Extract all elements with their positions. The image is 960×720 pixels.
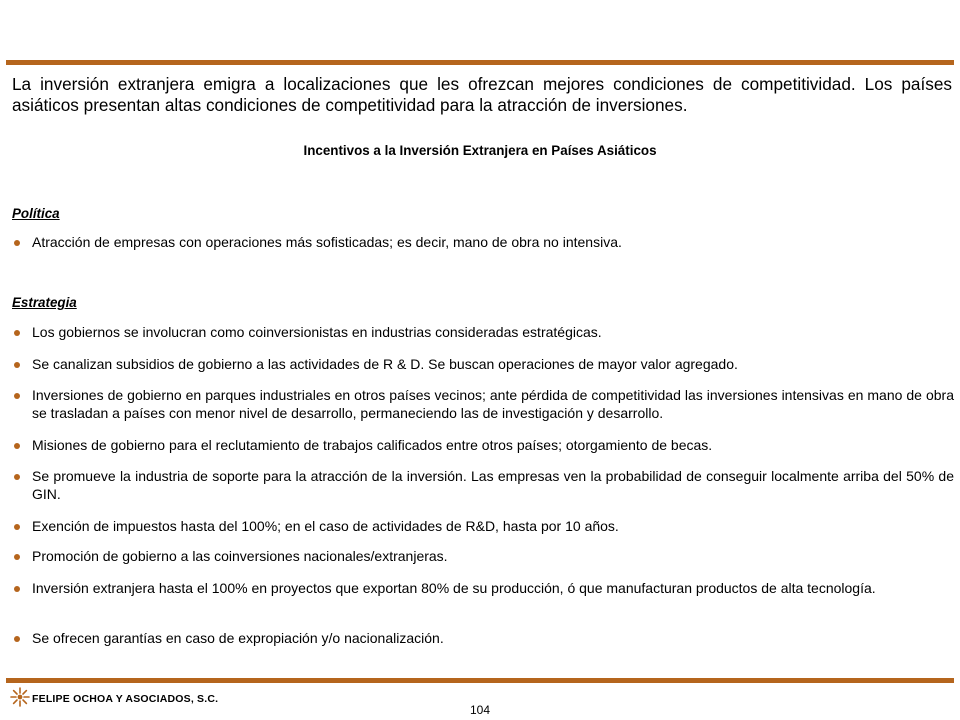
bullet-icon bbox=[14, 636, 20, 642]
list-item: Los gobiernos se involucran como coinversionistas en industrias consideradas estratégicas. bbox=[14, 323, 954, 341]
section-title: Incentivos a la Inversión Extranjera en Países Asiáticos bbox=[303, 143, 657, 158]
page-number: 104 bbox=[469, 703, 491, 717]
list-item: Atracción de empresas con operaciones más sofisticadas; es decir, mano de obra no intensiva. bbox=[14, 233, 954, 251]
bullet-icon bbox=[14, 443, 20, 449]
list-item: Misiones de gobierno para el reclutamiento de trabajos calificados entre otros países; otorgamiento de becas. bbox=[14, 436, 954, 454]
politica-heading: Política bbox=[12, 206, 60, 221]
company-name: FELIPE OCHOA Y ASOCIADOS, S.C. bbox=[32, 693, 219, 705]
list-item: Se promueve la industria de soporte para la atracción de la inversión. Las empresas ven la probabilidad de conseguir localmente arriba del 50% de GIN. bbox=[14, 467, 954, 503]
bullet-icon bbox=[14, 586, 20, 592]
bullet-icon bbox=[14, 362, 20, 368]
bullet-icon bbox=[14, 474, 20, 480]
list-item: Se canalizan subsidios de gobierno a las actividades de R & D. Se buscan operaciones de mayor valor agregado. bbox=[14, 355, 954, 373]
bullet-icon bbox=[14, 524, 20, 530]
estrategia-heading: Estrategia bbox=[12, 295, 77, 310]
list-item: Exención de impuestos hasta del 100%; en el caso de actividades de R&D, hasta por 10 años. bbox=[14, 517, 954, 535]
list-item: Se ofrecen garantías en caso de expropiación y/o nacionalización. bbox=[14, 629, 954, 647]
list-item: Inversión extranjera hasta el 100% en proyectos que exportan 80% de su producción, ó que manufacturan productos de alta tecnología. bbox=[14, 579, 954, 597]
bullet-icon bbox=[14, 240, 20, 246]
bottom-divider bbox=[6, 678, 954, 683]
top-divider bbox=[6, 60, 954, 65]
bullet-icon bbox=[14, 554, 20, 560]
list-item: Inversiones de gobierno en parques industriales en otros países vecinos; ante pérdida de competitividad las inversiones intensivas en mano de obra se trasladan a países con menor nivel de desarrollo, permaneciendo las de investigación y desarrollo. bbox=[14, 386, 954, 422]
list-item: Promoción de gobierno a las coinversiones nacionales/extranjeras. bbox=[14, 547, 954, 565]
bullet-icon bbox=[14, 330, 20, 336]
intro-paragraph: La inversión extranjera emigra a localizaciones que les ofrezcan mejores condiciones de competitividad. Los países asiáticos presentan altas condiciones de competitividad para la atracción de inversiones. bbox=[12, 74, 952, 115]
bullet-icon bbox=[14, 393, 20, 399]
